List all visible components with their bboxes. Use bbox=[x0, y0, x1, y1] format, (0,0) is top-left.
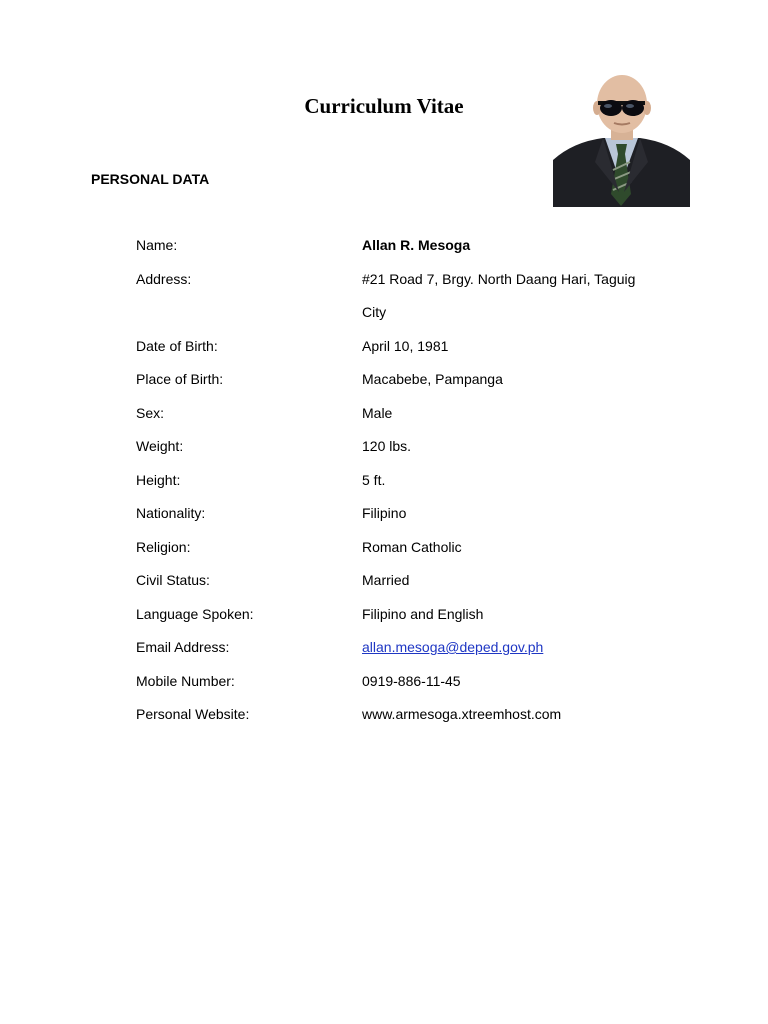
row-address-continued bbox=[136, 296, 676, 330]
address-value-line1: #21 Road 7, Brgy. North Daang Hari, Taguig bbox=[362, 270, 636, 287]
row-civil-status bbox=[136, 564, 676, 598]
language-spoken-value: Filipino and English bbox=[362, 605, 484, 622]
mobile-number-label: Mobile Number: bbox=[136, 672, 235, 689]
personal-website-label: Personal Website: bbox=[136, 706, 250, 722]
name-value: Allan R. Mesoga bbox=[362, 237, 471, 253]
profile-photo bbox=[553, 74, 690, 207]
weight-value: 120 lbs. bbox=[362, 438, 412, 454]
mobile-number-value: 0919-886-11-45 bbox=[362, 672, 461, 689]
row-height bbox=[136, 464, 676, 498]
row-religion bbox=[136, 531, 676, 565]
religion-label: Religion: bbox=[136, 538, 191, 555]
row-date-of-birth bbox=[136, 330, 676, 364]
religion-value: Roman Catholic bbox=[362, 538, 462, 555]
height-label: Height: bbox=[136, 471, 181, 488]
nationality-value: Filipino bbox=[362, 505, 407, 521]
document-title: Curriculum Vitae bbox=[304, 94, 464, 118]
section-heading-personal-data: PERSONAL DATA bbox=[91, 171, 210, 187]
address-label-spacer bbox=[136, 296, 362, 330]
sex-label: Sex: bbox=[136, 404, 165, 421]
nationality-label: Nationality: bbox=[136, 505, 206, 521]
date-of-birth-label: Date of Birth: bbox=[136, 337, 218, 354]
name-label: Name: bbox=[136, 237, 178, 253]
place-of-birth-value: Macabebe, Pampanga bbox=[362, 371, 503, 387]
row-address bbox=[136, 263, 676, 297]
row-sex bbox=[136, 397, 676, 431]
place-of-birth-label: Place of Birth: bbox=[136, 371, 224, 387]
personal-website-value: www.armesoga.xtreemhost.com bbox=[362, 706, 562, 722]
personal-data-table bbox=[136, 229, 676, 732]
civil-status-label: Civil Status: bbox=[136, 572, 210, 588]
email-address-link[interactable]: allan.mesoga@deped.gov.ph bbox=[362, 639, 544, 655]
height-value: 5 ft. bbox=[362, 471, 386, 488]
row-mobile-number bbox=[136, 665, 676, 699]
row-name bbox=[136, 229, 676, 263]
row-personal-website bbox=[136, 698, 676, 732]
sex-value: Male bbox=[362, 404, 393, 421]
row-weight bbox=[136, 430, 676, 464]
civil-status-value: Married bbox=[362, 572, 410, 588]
row-nationality bbox=[136, 497, 676, 531]
date-of-birth-value: April 10, 1981 bbox=[362, 337, 449, 354]
row-email-address bbox=[136, 631, 676, 665]
email-address-label: Email Address: bbox=[136, 639, 230, 655]
row-place-of-birth bbox=[136, 363, 676, 397]
address-value-line2: City bbox=[362, 304, 387, 320]
row-language-spoken bbox=[136, 598, 676, 632]
address-label: Address: bbox=[136, 270, 192, 287]
language-spoken-label: Language Spoken: bbox=[136, 605, 254, 622]
weight-label: Weight: bbox=[136, 438, 184, 454]
